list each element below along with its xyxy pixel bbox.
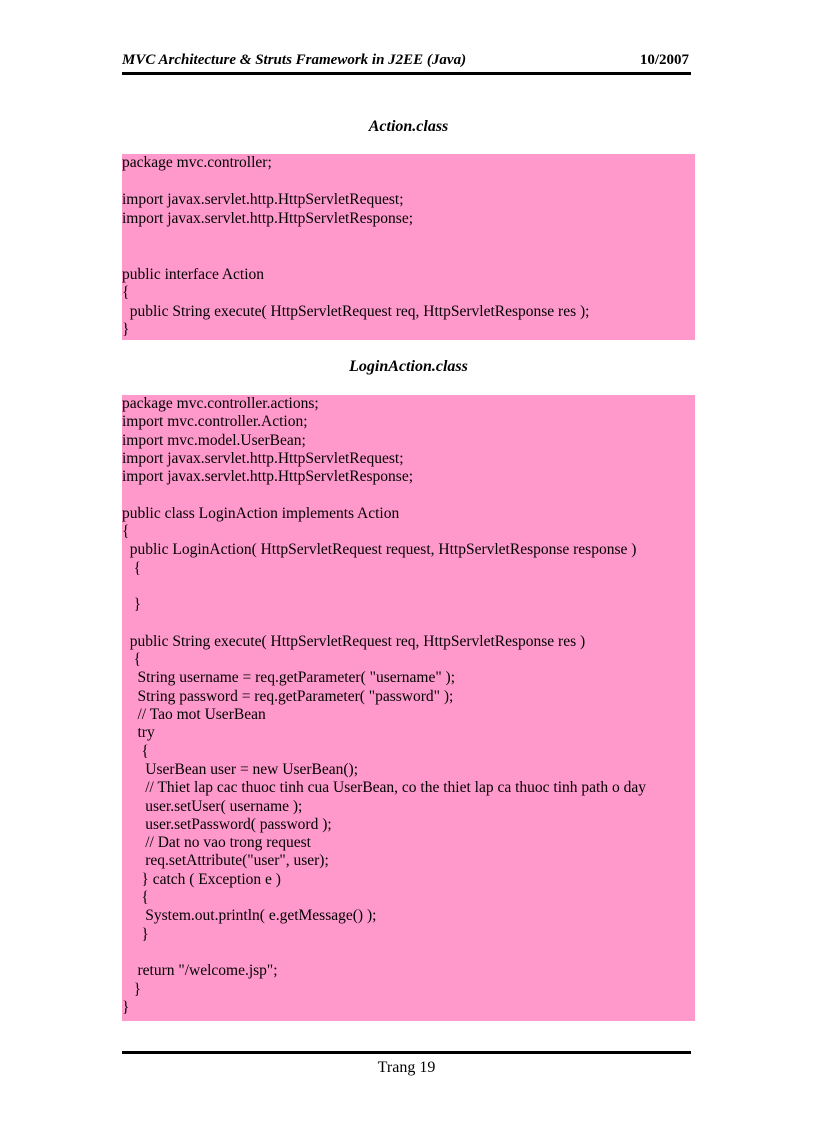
code-line: req.setAttribute("user", user); — [122, 852, 329, 870]
code-line: return "/welcome.jsp"; — [122, 962, 278, 980]
code-line: try — [122, 724, 155, 742]
code-line: UserBean user = new UserBean(); — [122, 760, 358, 778]
code-line: { — [122, 559, 142, 577]
section-title-login-action: LoginAction.class — [349, 358, 468, 375]
code-block-action — [122, 154, 695, 340]
code-line: String password = req.getParameter( "password" ); — [122, 687, 454, 705]
document-title: MVC Architecture & Struts Framework in J2EE (Java) — [122, 52, 467, 68]
code-line — [122, 247, 695, 266]
code-line: { — [122, 651, 142, 669]
code-line: public LoginAction( HttpServletRequest request, HttpServletResponse response ) — [122, 541, 637, 559]
code-line: String username = req.getParameter( "username" ); — [122, 669, 456, 687]
code-line: user.setPassword( password ); — [122, 815, 332, 833]
code-line: { — [122, 284, 130, 302]
code-line — [122, 228, 695, 247]
page-number: Trang 19 — [377, 1059, 436, 1076]
code-line: // Thiet lap cac thuoc tinh cua UserBean, co the thiet lap ca thuoc tinh path o day — [122, 779, 646, 797]
code-line: } — [122, 980, 142, 998]
code-line — [122, 173, 695, 192]
code-line: package mvc.controller.actions; — [122, 395, 319, 412]
code-line: user.setUser( username ); — [122, 797, 303, 815]
code-line: } catch ( Exception e ) — [122, 870, 281, 888]
code-line: public String execute( HttpServletRequest req, HttpServletResponse res ) — [122, 632, 586, 650]
code-line — [122, 578, 695, 596]
code-line: } — [122, 321, 130, 339]
code-line — [122, 615, 695, 633]
page-footer — [122, 1051, 691, 1076]
code-line: public String execute( HttpServletRequest req, HttpServletResponse res ); — [122, 302, 590, 320]
code-line: public interface Action — [122, 265, 265, 283]
code-line: import javax.servlet.http.HttpServletResponse; — [122, 209, 414, 227]
code-line: System.out.println( e.getMessage() ); — [122, 907, 377, 925]
document-date: 10/2007 — [639, 52, 689, 68]
code-line: } — [122, 925, 149, 943]
code-line — [122, 486, 695, 504]
code-line: } — [122, 596, 142, 614]
code-line: import mvc.controller.Action; — [122, 413, 308, 431]
code-line: { — [122, 742, 149, 760]
code-line: // Dat no vao trong request — [122, 834, 311, 852]
code-line: // Tao mot UserBean — [122, 706, 266, 724]
code-block-login-action — [122, 395, 695, 1021]
page-header — [122, 50, 691, 75]
code-line: import javax.servlet.http.HttpServletRequest; — [122, 191, 404, 209]
code-line: import javax.servlet.http.HttpServletRequest; — [122, 449, 404, 467]
code-line — [122, 944, 695, 962]
code-line: } — [122, 998, 130, 1016]
code-line: { — [122, 523, 130, 541]
section-title-action: Action.class — [368, 118, 449, 135]
code-line: public class LoginAction implements Action — [122, 504, 400, 522]
code-line: { — [122, 889, 149, 907]
code-line: import javax.servlet.http.HttpServletResponse; — [122, 468, 414, 486]
code-line: import mvc.model.UserBean; — [122, 431, 306, 449]
code-line: package mvc.controller; — [122, 154, 272, 171]
